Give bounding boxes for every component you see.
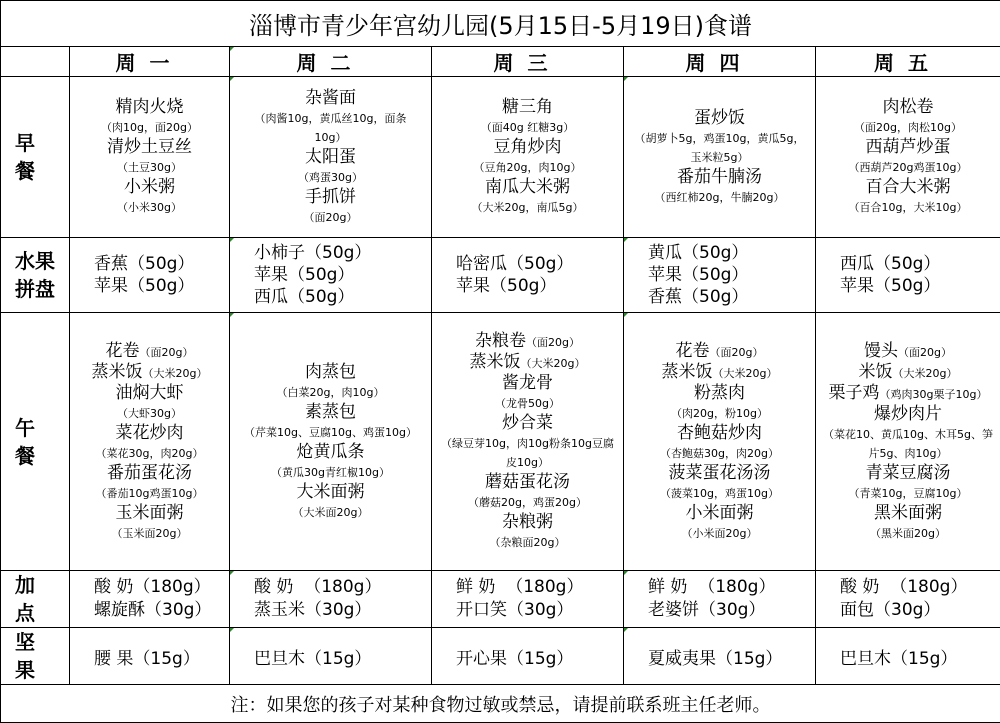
fruit-cell-wed (432, 238, 624, 313)
dish-label: 炒合菜 (502, 413, 553, 433)
dish-name (864, 341, 952, 362)
day-header-wed: 周三 (432, 47, 624, 77)
dish-name (305, 362, 356, 383)
dish-name (485, 177, 570, 198)
dish-ingredient-note: （鸡蛋30g） (298, 168, 363, 187)
day-header-mon: 周一 (70, 47, 230, 77)
dish-ingredient-note: （小米面20g） (682, 524, 758, 543)
dish-label: 杂酱面 (305, 88, 356, 108)
dish-label: 杂粮卷 (475, 331, 526, 351)
dish-name (116, 383, 184, 404)
lunch-cell-thu (624, 313, 816, 571)
dish-name (669, 463, 771, 484)
dish-ingredient-note: （绿豆芽10g，肉10g粉条10g豆腐皮10g） (439, 434, 617, 472)
dish-name (866, 177, 951, 198)
fruit-item: 苹果（50g） (254, 264, 354, 286)
dish-name (694, 383, 745, 404)
nuts-cell-wed (432, 628, 624, 685)
lunch-cell-mon (70, 313, 230, 571)
dish-inline-note: （面20g） (526, 336, 580, 349)
dish-ingredient-note: （西葫芦20g鸡蛋10g） (849, 158, 968, 177)
dish-label: 酱龙骨 (502, 373, 553, 393)
dish-inline-note: （大米20g） (143, 367, 208, 380)
nut-item: 夏威夷果（15g） (648, 644, 782, 669)
dish-label: 馒头 (864, 341, 898, 361)
dish-ingredient-note: （小米30g） (117, 198, 182, 217)
fruit-item: 苹果（50g） (456, 275, 556, 297)
dish-name (694, 108, 745, 129)
fruit-item: 苹果（50g） (840, 275, 940, 297)
dish-ingredient-note: （芹菜10g、豆腐10g、鸡蛋10g） (244, 423, 417, 442)
dish-ingredient-note: （肉20g，粉10g） (671, 404, 768, 423)
snack-item: 面包（30g） (840, 599, 940, 622)
allergy-note: 注：如果您的孩子对某种食物过敏或禁忌，请提前联系班主任老师。 (1, 685, 1000, 723)
dish-ingredient-note: （玉米面20g） (112, 524, 188, 543)
dish-ingredient-note: （杂粮面20g） (490, 533, 566, 552)
dish-label: 番茄蛋花汤 (107, 463, 192, 483)
dish-label: 太阳蛋 (305, 147, 356, 167)
dish-label: 肉蒸包 (305, 362, 356, 382)
dish-label: 爆炒肉片 (874, 404, 942, 424)
dish-name (502, 373, 553, 394)
dish-inline-note: （大米20g） (521, 357, 586, 370)
dish-label: 手抓饼 (305, 187, 356, 207)
meal-label-lunch: 午餐 (1, 313, 70, 571)
nut-item: 巴旦木（15g） (254, 644, 371, 669)
snack-item: 酸 奶 （180g） (840, 576, 967, 599)
meal-label-nuts: 坚果 (1, 628, 70, 685)
dish-ingredient-note: （面20g） (304, 208, 358, 227)
fruit-item: 西瓜（50g） (840, 253, 940, 275)
dish-ingredient-note: （大虾30g） (117, 404, 182, 423)
fruit-item: 小柿子（50g） (254, 242, 371, 264)
snack-cell-wed (432, 571, 624, 628)
dish-ingredient-note: （豆角20g，肉10g） (474, 158, 582, 177)
dish-ingredient-note: （番茄10g鸡蛋10g） (96, 484, 204, 503)
lunch-cell-wed (432, 313, 624, 571)
dish-label: 肉松卷 (883, 97, 934, 117)
dish-ingredient-note: （胡萝卜5g，鸡蛋10g，黄瓜5g，玉米粒5g） (631, 129, 809, 167)
fruit-item: 黄瓜（50g） (648, 242, 748, 264)
dish-ingredient-note: （肉酱10g，黄瓜丝10g，面条10g） (242, 109, 420, 147)
nuts-row (1, 628, 1000, 685)
dish-name (829, 383, 988, 404)
dish-label: 大米面粥 (297, 482, 365, 502)
dish-inline-note: （鸡肉30g栗子10g） (880, 388, 988, 401)
dish-label: 杏鲍菇炒肉 (677, 423, 762, 443)
dish-name (297, 482, 365, 503)
fruit-item: 苹果（50g） (648, 264, 748, 286)
dish-label: 南瓜大米粥 (485, 177, 570, 197)
dish-name (677, 167, 762, 188)
snack-cell-tue (230, 571, 432, 628)
dish-name (662, 362, 778, 383)
dish-label: 蒸米饭 (470, 352, 521, 372)
dish-name (116, 423, 184, 444)
footer-row (1, 685, 1000, 723)
dish-name (124, 177, 175, 198)
fruit-cell-mon (70, 238, 230, 313)
dish-label: 栗子鸡 (829, 383, 880, 403)
snack-cell-thu (624, 571, 816, 628)
dish-ingredient-note: （土豆30g） (117, 158, 182, 177)
dish-label: 小米粥 (124, 177, 175, 197)
dish-name (494, 137, 562, 158)
fruit-item: 哈密瓜（50g） (456, 253, 573, 275)
dish-label: 糖三角 (502, 97, 553, 117)
nut-item: 开心果（15g） (456, 644, 573, 669)
dish-name (470, 352, 586, 373)
nuts-cell-fri (816, 628, 1000, 685)
dish-name (502, 413, 553, 434)
dish-name (305, 147, 356, 168)
dish-label: 蛋炒饭 (694, 108, 745, 128)
snack-item: 鲜 奶 （180g） (456, 576, 583, 599)
dish-label: 花卷 (676, 341, 710, 361)
dish-label: 蒸米饭 (662, 362, 713, 382)
dish-ingredient-note: （杏鲍菇30g，肉20g） (660, 444, 779, 463)
fruit-item: 苹果（50g） (94, 275, 194, 297)
dish-label: 青菜豆腐汤 (866, 463, 951, 483)
nuts-cell-thu (624, 628, 816, 685)
snack-item: 酸 奶（180g） (94, 576, 211, 599)
corner-cell (1, 47, 70, 77)
snack-item: 螺旋酥（30g） (94, 599, 211, 622)
dish-name (305, 402, 356, 423)
lunch-cell-fri (816, 313, 1000, 571)
day-header-tue: 周二 (230, 47, 432, 77)
dish-label: 炝黄瓜条 (297, 442, 365, 462)
dish-ingredient-note: （面20g，肉松10g） (854, 118, 962, 137)
dish-ingredient-note: （大米20g，南瓜5g） (472, 198, 584, 217)
meal-label-breakfast: 早餐 (1, 77, 70, 238)
nuts-cell-tue (230, 628, 432, 685)
fruit-row (1, 238, 1000, 313)
dish-name (475, 331, 580, 352)
snack-item: 蒸玉米（30g） (254, 599, 371, 622)
dish-label: 米饭 (859, 362, 893, 382)
dish-label: 素蒸包 (305, 402, 356, 422)
fruit-item: 香蕉（50g） (648, 286, 748, 308)
dish-label: 番茄牛腩汤 (677, 167, 762, 187)
day-header-thu: 周四 (624, 47, 816, 77)
dish-ingredient-note: （西红柿20g，牛腩20g） (655, 188, 785, 207)
dish-name (874, 404, 942, 425)
dish-name (859, 362, 958, 383)
dish-label: 菜花炒肉 (116, 423, 184, 443)
fruit-cell-fri (816, 238, 1000, 313)
dish-inline-note: （面20g） (710, 346, 764, 359)
dish-name (107, 463, 192, 484)
dish-name (676, 341, 764, 362)
dish-ingredient-note: （百合10g，大米10g） (849, 198, 968, 217)
dish-name (866, 137, 951, 158)
dish-ingredient-note: （青菜10g，豆腐10g） (849, 484, 968, 503)
dish-label: 黑米面粥 (874, 503, 942, 523)
breakfast-cell-tue (230, 77, 432, 238)
breakfast-cell-mon (70, 77, 230, 238)
meal-label-fruit: 水果 拼盘 (1, 238, 70, 313)
dish-name (116, 503, 184, 524)
dish-label: 油焖大虾 (116, 383, 184, 403)
dish-ingredient-note: （大米面20g） (293, 503, 369, 522)
dish-label: 精肉火烧 (116, 97, 184, 117)
dish-inline-note: （面20g） (140, 346, 194, 359)
dish-name (305, 88, 356, 109)
dish-label: 小米面粥 (686, 503, 754, 523)
fruit-item: 西瓜（50g） (254, 286, 354, 308)
dish-label: 蒸米饭 (92, 362, 143, 382)
dish-name (305, 187, 356, 208)
nut-item: 巴旦木（15g） (840, 644, 957, 669)
dish-name (485, 472, 570, 493)
fruit-item: 香蕉（50g） (94, 253, 194, 275)
dish-name (866, 463, 951, 484)
snack-item: 开口笑（30g） (456, 599, 573, 622)
lunch-cell-tue (230, 313, 432, 571)
breakfast-cell-wed (432, 77, 624, 238)
dish-name (883, 97, 934, 118)
dish-ingredient-note: （菠菜10g，鸡蛋10g） (660, 484, 779, 503)
nuts-cell-mon (70, 628, 230, 685)
dish-label: 花卷 (106, 341, 140, 361)
snack-item: 老婆饼（30g） (648, 599, 765, 622)
dish-label: 清炒土豆丝 (107, 137, 192, 157)
dish-name (106, 341, 194, 362)
dish-label: 杂粮粥 (502, 512, 553, 532)
dish-ingredient-note: （面40g 红糖3g） (481, 118, 574, 137)
dish-label: 百合大米粥 (866, 177, 951, 197)
dish-inline-note: （大米20g） (713, 367, 778, 380)
breakfast-row (1, 77, 1000, 238)
snack-item: 酸 奶 （180g） (254, 576, 381, 599)
lunch-row (1, 313, 1000, 571)
breakfast-cell-fri (816, 77, 1000, 238)
dish-ingredient-note: （白菜20g，肉10g） (277, 383, 385, 402)
snack-cell-fri (816, 571, 1000, 628)
fruit-cell-thu (624, 238, 816, 313)
dish-label: 西葫芦炒蛋 (866, 137, 951, 157)
dish-inline-note: （大米20g） (893, 367, 958, 380)
dish-ingredient-note: （菜花10、黄瓜10g、木耳5g、笋片5g、肉10g） (819, 425, 997, 463)
dish-inline-note: （面20g） (898, 346, 952, 359)
page-title: 淄博市青少年宫幼儿园(5月15日-5月19日)食谱 (1, 1, 1000, 47)
dish-ingredient-note: （蘑菇20g，鸡蛋20g） (468, 493, 587, 512)
dish-name (107, 137, 192, 158)
day-header-row (1, 47, 1000, 77)
dish-name (116, 97, 184, 118)
fruit-cell-tue (230, 238, 432, 313)
breakfast-cell-thu (624, 77, 816, 238)
dish-label: 蘑菇蛋花汤 (485, 472, 570, 492)
snack-row (1, 571, 1000, 628)
dish-name (502, 97, 553, 118)
dish-label: 玉米面粥 (116, 503, 184, 523)
title-row (1, 1, 1000, 47)
nut-item: 腰 果（15g） (94, 644, 200, 669)
snack-cell-mon (70, 571, 230, 628)
meal-label-snack: 加点 (1, 571, 70, 628)
dish-label: 粉蒸肉 (694, 383, 745, 403)
day-header-fri: 周五 (816, 47, 1000, 77)
dish-name (297, 442, 365, 463)
dish-name (92, 362, 208, 383)
dish-name (677, 423, 762, 444)
dish-ingredient-note: （黄瓜30g青红椒10g） (271, 463, 390, 482)
dish-label: 豆角炒肉 (494, 137, 562, 157)
dish-name (874, 503, 942, 524)
snack-item: 鲜 奶 （180g） (648, 576, 775, 599)
dish-name (502, 512, 553, 533)
dish-label: 菠菜蛋花汤汤 (669, 463, 771, 483)
dish-ingredient-note: （龙骨50g） (495, 394, 560, 413)
dish-ingredient-note: （肉10g，面20g） (101, 118, 198, 137)
dish-ingredient-note: （黑米面20g） (870, 524, 946, 543)
dish-name (686, 503, 754, 524)
dish-ingredient-note: （菜花30g，肉20g） (96, 444, 204, 463)
